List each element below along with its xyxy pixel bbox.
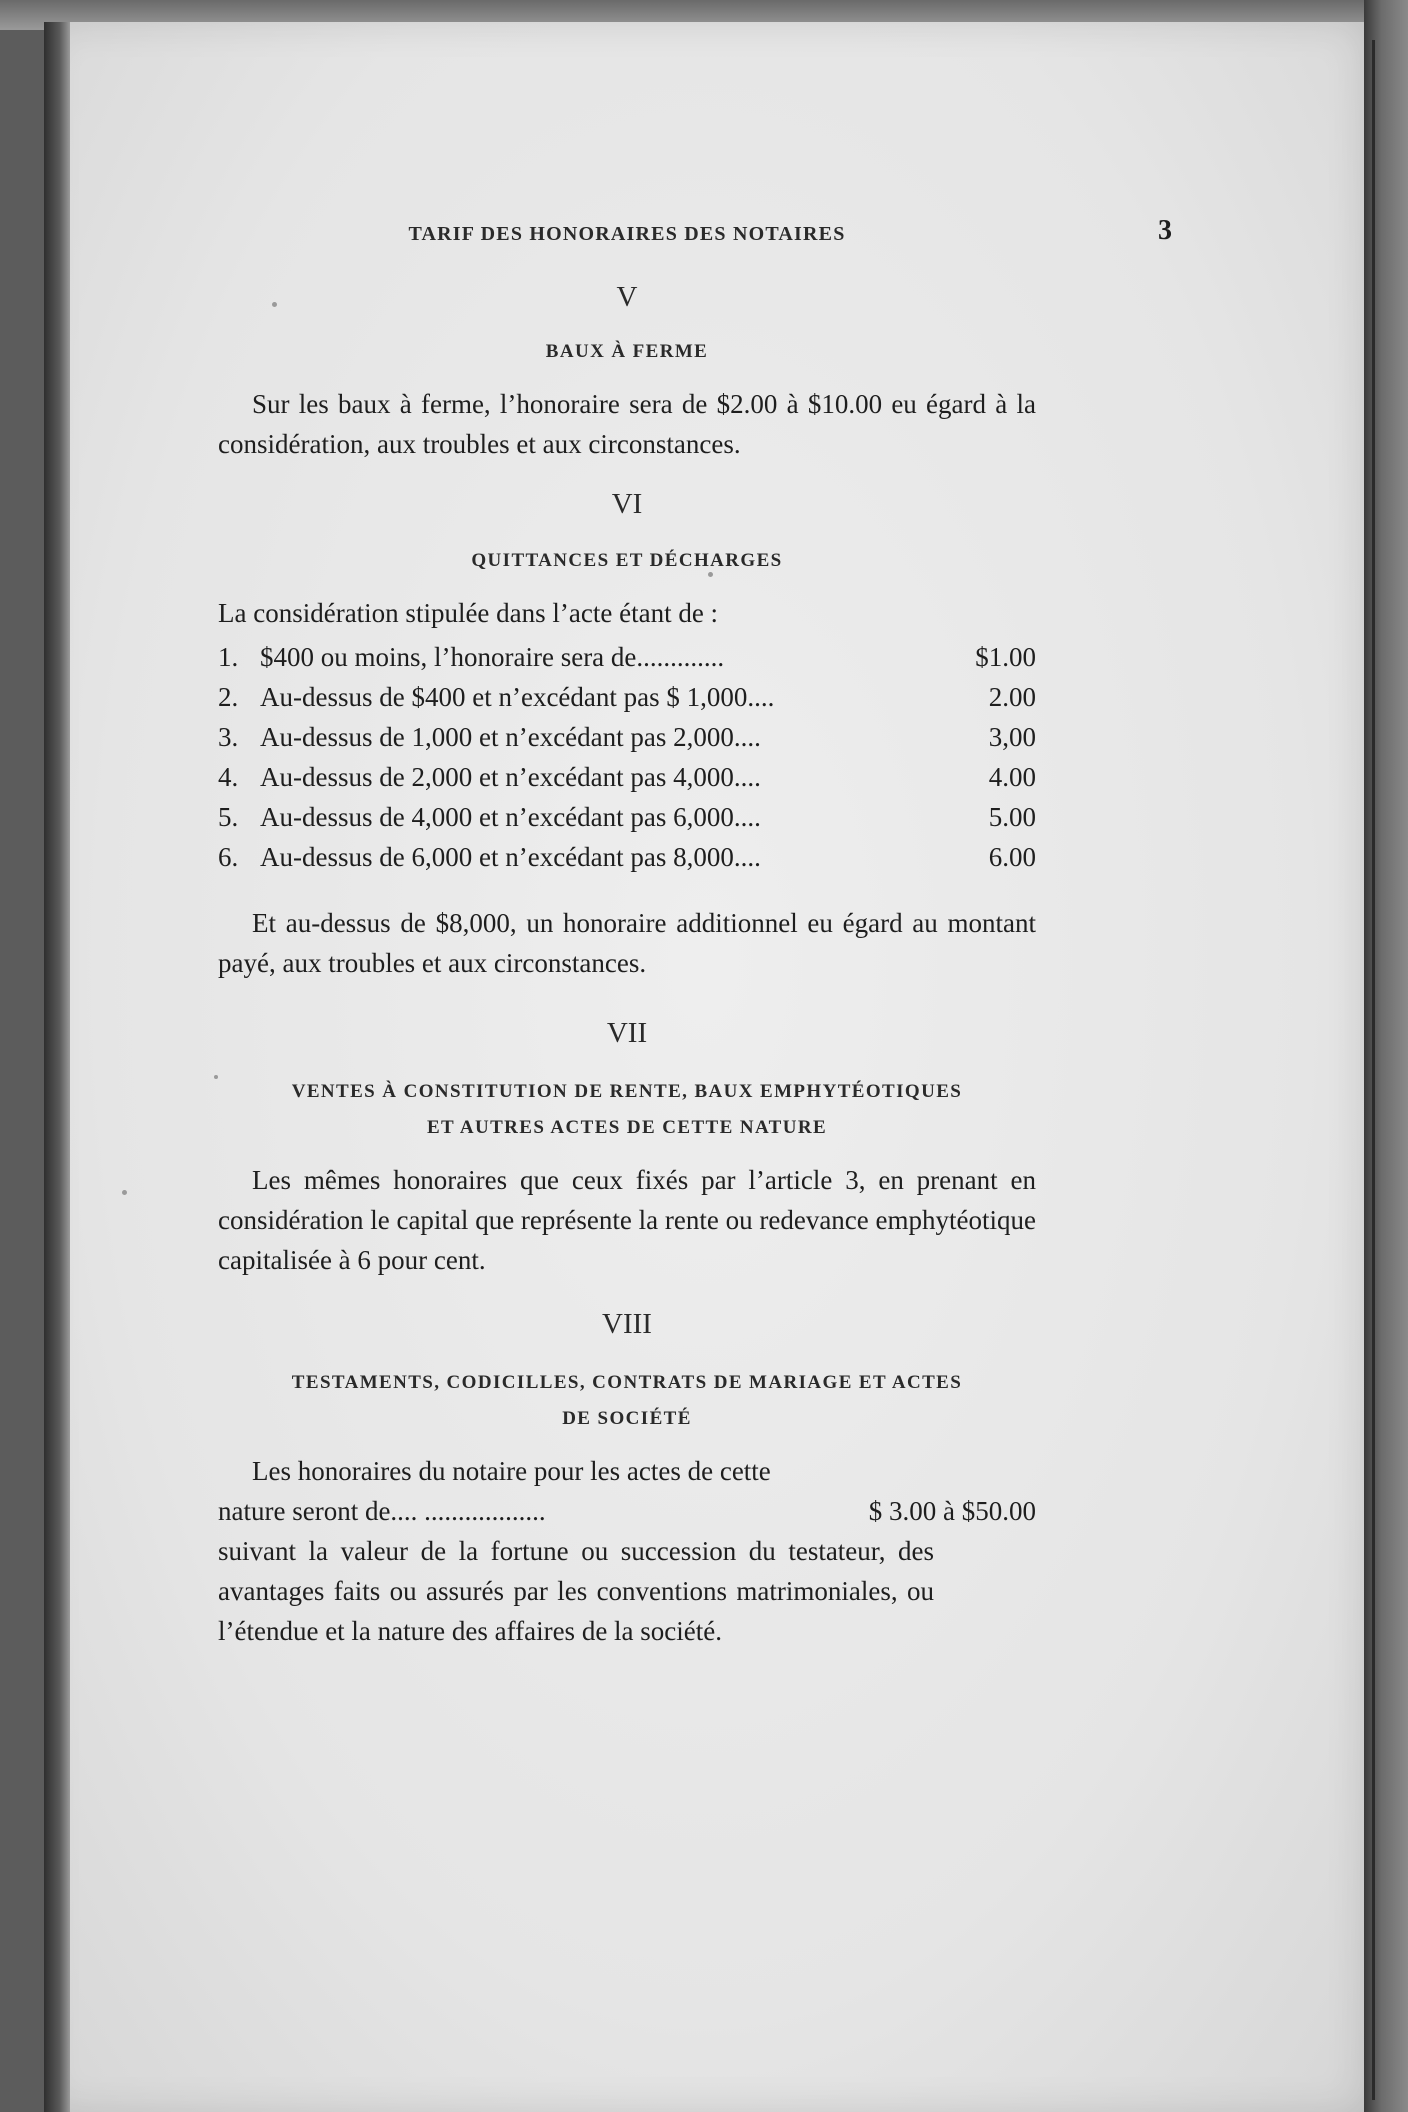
fee-row-description: $400 ou moins, l’honoraire sera de.............	[260, 642, 725, 672]
section-intro: La considération stipulée dans l’acte étant de :	[218, 598, 719, 628]
section-text: Les mêmes honoraires que ceux fixés par l’article 3, en prenant en considération le capital que représente la rente ou redevance emphytéotique capitalisée à 6 pour cent.	[218, 1165, 1036, 1275]
fee-row	[218, 757, 1036, 797]
fee-row-description: Au-dessus de 1,000 et n’excédant pas 2,000....	[260, 722, 761, 752]
section-title-line: ET AUTRES ACTES DE CETTE NATURE	[426, 1117, 828, 1138]
section-vii	[218, 1017, 1036, 1280]
fee-row-amount: 4.00	[988, 762, 1036, 792]
fee-row-amount: $1.00	[975, 642, 1036, 672]
section-title-line: TESTAMENTS, CODICILLES, CONTRATS DE MARIAGE ET ACTES	[291, 1372, 963, 1393]
will-fee-amount: $ 3.00 à $50.00	[868, 1496, 1036, 1526]
fee-row-description: Au-dessus de 4,000 et n’excédant pas 6,000....	[260, 802, 761, 832]
section-number: VI	[611, 488, 643, 520]
running-title: TARIF DES HONORAIRES DES NOTAIRES	[408, 223, 846, 245]
fee-row-number: 5.	[218, 802, 239, 832]
fee-row-number: 6.	[218, 842, 239, 872]
section-title	[218, 1365, 1036, 1437]
will-fee-line: Les honoraires du notaire pour les actes de cette	[252, 1456, 771, 1486]
right-page-edge	[1364, 0, 1408, 2112]
section-title	[218, 1074, 1036, 1146]
fee-row	[218, 677, 1036, 717]
section-title: BAUX À FERME	[545, 341, 709, 362]
section-title-line: VENTES À CONSTITUTION DE RENTE, BAUX EMPHYTÉOTIQUES	[291, 1081, 963, 1102]
fee-row-description: Au-dessus de 2,000 et n’excédant pas 4,000....	[260, 762, 761, 792]
fee-row-amount: 3,00	[988, 722, 1036, 752]
section-text: Et au-dessus de $8,000, un honoraire additionnel eu égard au montant payé, aux troubles et aux circonstances.	[218, 908, 1036, 978]
page-content	[218, 215, 1172, 1651]
will-fee-amount-row	[218, 1491, 1036, 1531]
will-fee-lead: nature seront de.... ..................	[218, 1496, 546, 1526]
section-viii	[218, 1308, 1036, 1651]
book-binding-shadow	[44, 22, 70, 2112]
right-edge-line	[1372, 40, 1375, 2100]
fee-row-number: 2.	[218, 682, 239, 712]
section-number: VIII	[602, 1308, 652, 1340]
fee-row-description: Au-dessus de $400 et n’excédant pas $ 1,000....	[260, 682, 775, 712]
fee-row-description: Au-dessus de 6,000 et n’excédant pas 8,000....	[260, 842, 761, 872]
section-number: V	[616, 281, 638, 313]
fee-row-number: 4.	[218, 762, 239, 792]
running-header	[218, 215, 1172, 255]
section-number: VII	[606, 1017, 648, 1049]
section-title-line: DE SOCIÉTÉ	[562, 1408, 692, 1429]
section-text: suivant la valeur de la fortune ou succession du testateur, des avantages faits ou assurés par les conventions matrimoniales, ou l’étendue et la nature des affaires de la société.	[218, 1536, 934, 1646]
fee-row	[218, 797, 1036, 837]
section-vi	[218, 488, 1036, 983]
fee-row-amount: 5.00	[988, 802, 1036, 832]
fee-row-amount: 2.00	[988, 682, 1036, 712]
section-v	[218, 281, 1036, 464]
section-title: QUITTANCES ET DÉCHARGES	[471, 550, 783, 571]
fee-row-number: 1.	[218, 642, 239, 672]
fee-row	[218, 837, 1036, 877]
will-fee-block	[218, 1451, 1036, 1651]
page-number: 3	[1158, 215, 1172, 246]
fee-row	[218, 717, 1036, 757]
fee-row-number: 3.	[218, 722, 239, 752]
fee-table	[218, 637, 1036, 877]
fee-row-amount: 6.00	[988, 842, 1036, 872]
fee-row	[218, 637, 1036, 677]
scan-speck	[122, 1190, 127, 1195]
section-text: Sur les baux à ferme, l’honoraire sera de $2.00 à $10.00 eu égard à la considération, aux troubles et aux circonstances.	[218, 389, 1036, 459]
